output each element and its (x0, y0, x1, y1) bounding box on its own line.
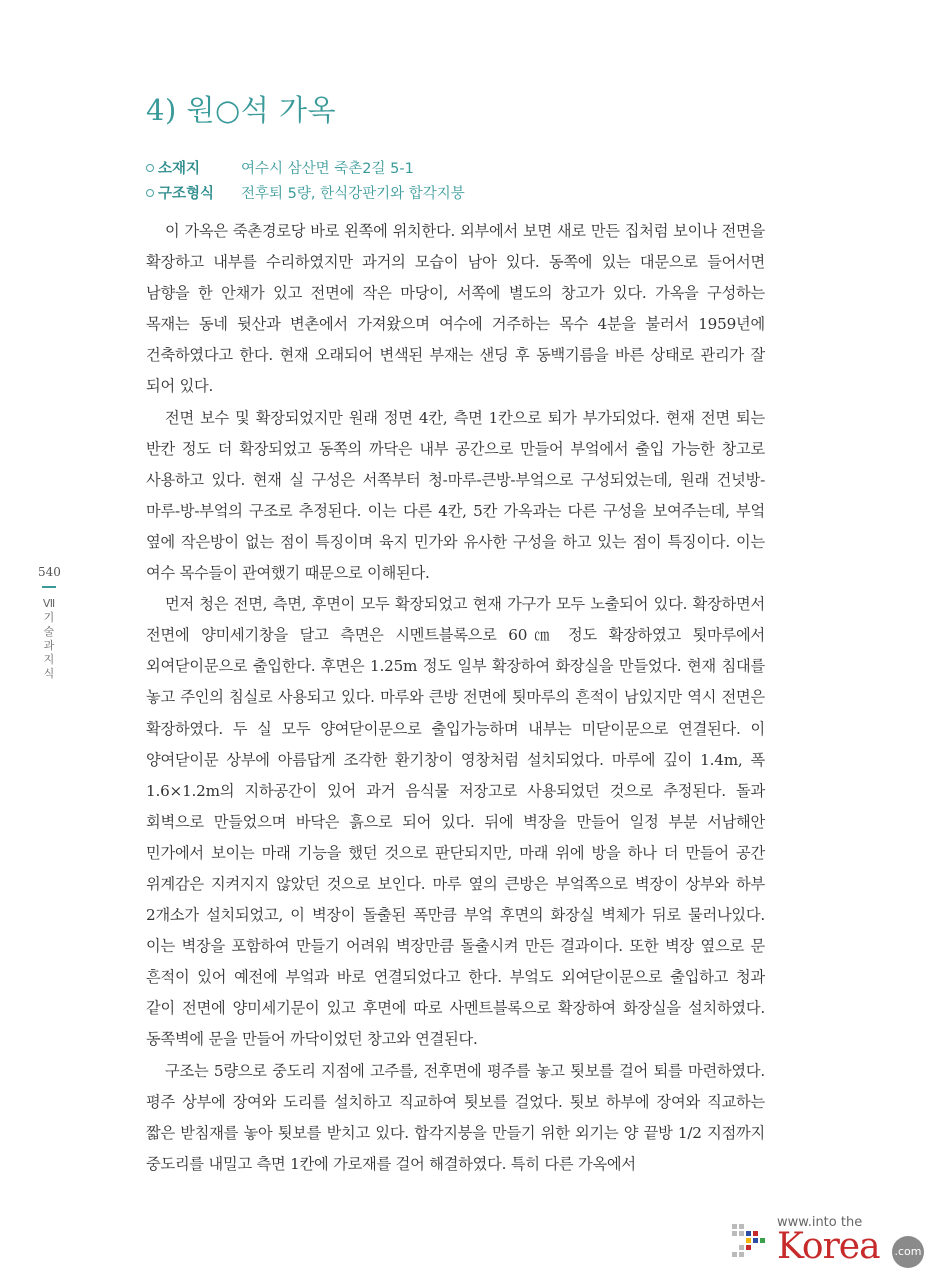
section-title: 4) 원○석 가옥 (146, 93, 337, 127)
into-the-korea-logo (730, 1212, 926, 1274)
location-value: 여수시 삼산면 죽촌2길 5-1 (241, 161, 414, 177)
chapter-numeral: Ⅶ (42, 597, 56, 610)
location-label: 소재지 (158, 161, 201, 177)
paragraph-1: 이 가옥은 죽촌경로당 바로 왼쪽에 위치한다. 외부에서 보면 새로 만든 집처럼 보이나 전면을 확장하고 내부를 수리하였지만 과거의 모습이 남아 있다. 동쪽에 있는 대문으로 들어서면 남향을 한 안채가 있고 전면에 작은 마당이, 서쪽에 별도의 창고가 있다. 가옥을 구성하는 목재는 동네 뒷산과 변촌에서 가져왔으며 여수에 거주하는 목수 4분을 불러서 1959년에 건축하였다고 한다. 현재 오래되어 변색된 부재는 샌딩 후 동백기름을 바른 상태로 관리가 잘 되어 있다. (146, 222, 765, 396)
paragraph-3: 먼저 청은 전면, 측면, 후면이 모두 확장되었고 현재 가구가 모두 노출되어 있다. 확장하면서 전면에 양미세기창을 달고 측면은 시멘트블록으로 60㎝ 정도 확장하였고 툇마루에서 외여닫이문으로 출입한다. 후면은 1.25m 정도 일부 확장하여 화장실을 만들었다. 현재 침대를 놓고 주인의 침실로 사용되고 있다. 마루와 큰방 전면에 툇마루의 흔적이 남있지만 역시 전면은 확장하였다. 두 실 모두 양여닫이문으로 출입가능하며 내부는 미닫이문으로 연결된다. 이 양여닫이문 상부에 아름답게 조각한 환기창이 영창처럼 설치되었다. 마루에 깊이 1.4m, 폭 1.6×1.2m의 지하공간이 있어 과거 음식물 저장고로 사용되었던 것으로 추정된다. 돌과 회벽으로 만들었으며 바닥은 흙으로 되어 있다. 뒤에 벽장을 만들어 일정 부분 서남해안 민가에서 보이는 마래 기능을 했던 것으로 판단되지만, 마래 위에 방을 하나 더 만들어 공간 위계감은 지켜지지 않았던 것으로 보인다. 마루 옆의 큰방은 부엌쪽으로 벽장이 상부와 하부 2개소가 설치되었고, 이 벽장이 돌출된 폭만큼 부엌 후면의 화장실 벽체가 뒤로 물러나있다. 이는 벽장을 포함하여 만들기 어려워 벽장만큼 돌출시켜 만든 결과이다. 또한 벽장 옆으로 문 흔적이 있어 예전에 부엌과 바로 연결되었다고 한다. 부엌도 외여닫이문으로 출입하고 청과 같이 전면에 양미세기문이 있고 후면에 따로 사멘트블록으로 확장하여 화장실을 설치하였다. 동쪽벽에 문을 만들어 까닥이었던 창고와 연결된다. (146, 595, 765, 1049)
pixel-squares-icon (730, 1222, 770, 1262)
chapter-label (42, 597, 56, 681)
circle-bullet-icon (146, 164, 154, 172)
logo-word-text: Korea (777, 1226, 880, 1267)
margin-divider (42, 586, 56, 588)
chapter-char: 과 (43, 639, 55, 652)
property-info (146, 155, 465, 205)
logo-www-text: www.into the (777, 1215, 863, 1230)
chapter-char: 지 (43, 653, 55, 666)
body-text (146, 216, 765, 1180)
location-row (146, 155, 465, 180)
chapter-char: 식 (43, 667, 55, 680)
paragraph-2: 전면 보수 및 확장되었지만 원래 정면 4칸, 측면 1칸으로 퇴가 부가되었다. 현재 전면 퇴는 반칸 정도 더 확장되었고 동쪽의 까닥은 내부 공간으로 만들어 부엌에서 출입 가능한 창고로 사용하고 있다. 현재 실 구성은 서쪽부터 청-마루-큰방-부엌으로 구성되었는데, 원래 건넛방-마루-방-부엌의 구조로 추정된다. 이는 다른 4칸, 5칸 가옥과는 다른 구성을 보여주는데, 부엌 옆에 작은방이 없는 점이 특징이며 육지 민가와 유사한 구성을 하고 있는 점이 특징이다. 이는 여수 목수들이 관여했기 때문으로 이해된다. (146, 408, 765, 583)
structure-label: 구조형식 (158, 186, 215, 202)
page-number: 540 (38, 565, 61, 579)
circle-bullet-icon (146, 189, 154, 197)
logo-com-badge: .com (892, 1236, 924, 1268)
structure-row (146, 180, 465, 205)
paragraph-4: 구조는 5량으로 중도리 지점에 고주를, 전후면에 평주를 놓고 툇보를 걸어 퇴를 마련하였다. 평주 상부에 장여와 도리를 설치하고 직교하여 툇보를 걸었다. 툇보 하부에 장여와 직교하는 짧은 받침재를 놓아 툇보를 받치고 있다. 합각지붕을 만들기 위한 외기는 양 끝방 1/2 지점까지 중도리를 내밀고 측면 1칸에 가로재를 걸어 해결하였다. 특히 다른 가옥에서 (146, 1061, 765, 1173)
chapter-char: 기 (43, 611, 55, 624)
chapter-char: 술 (43, 625, 55, 638)
structure-value: 전후퇴 5량, 한식강판기와 합각지붕 (241, 186, 465, 202)
